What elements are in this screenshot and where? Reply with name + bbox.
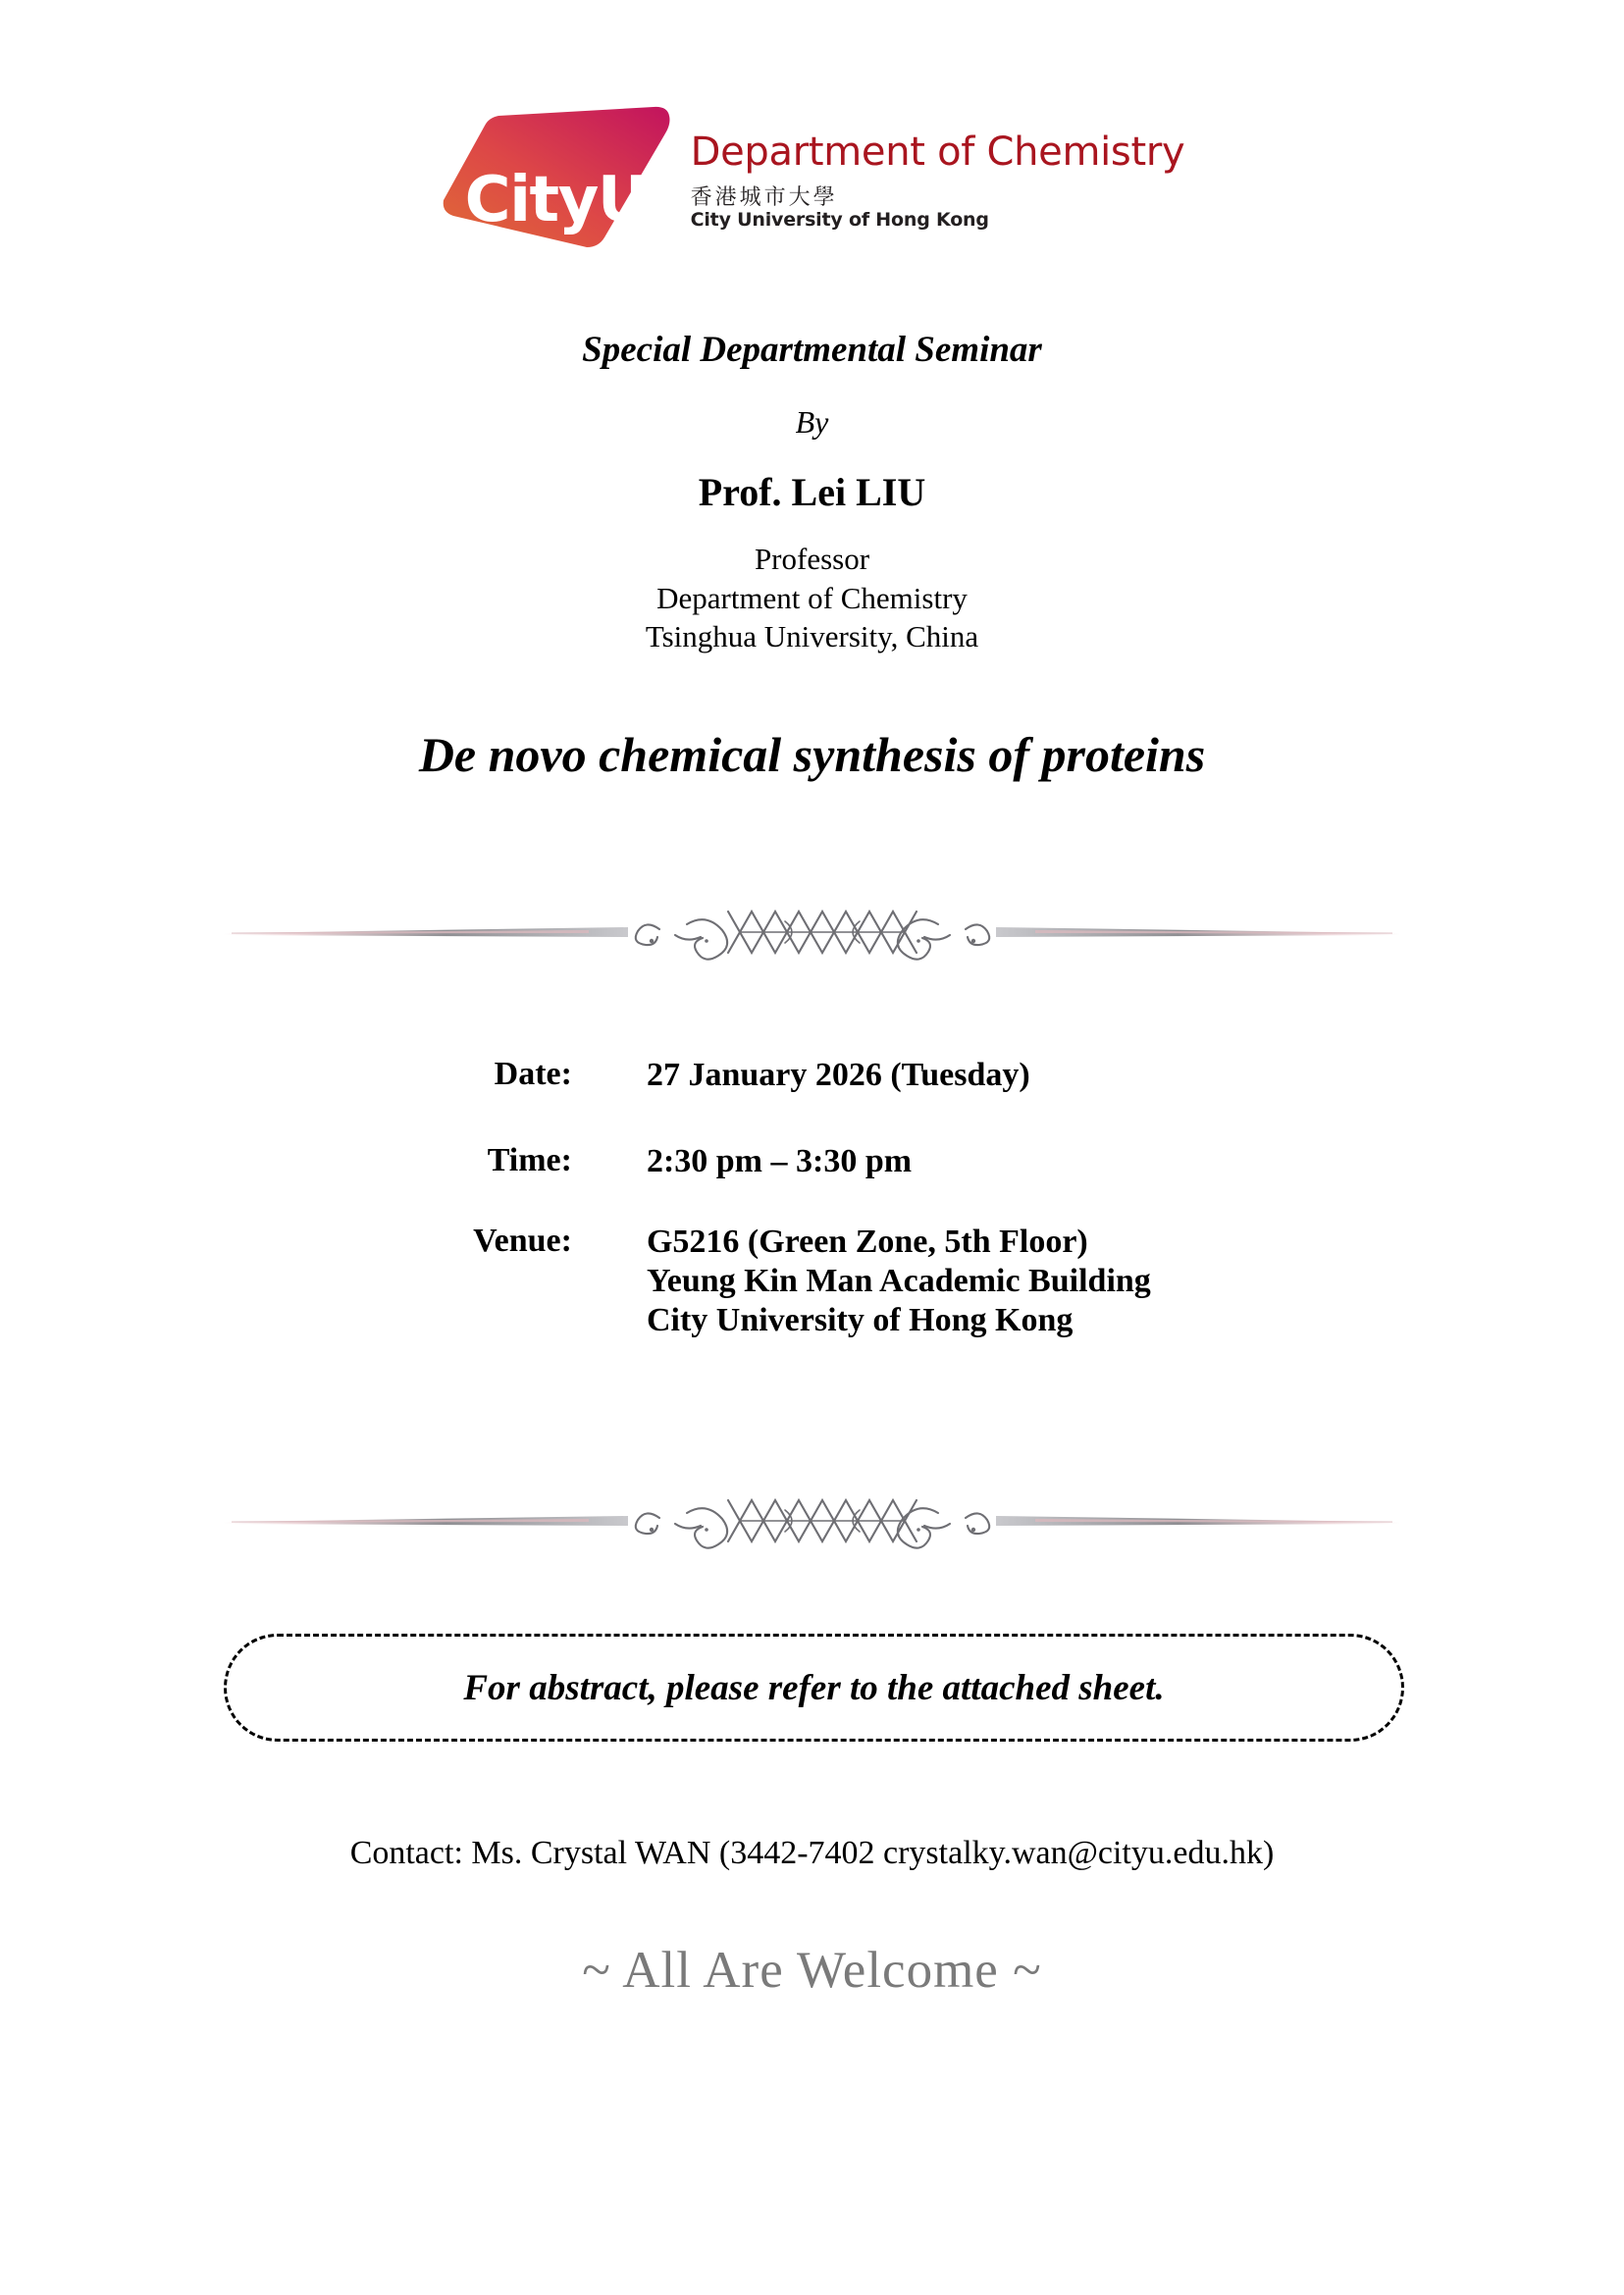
cityu-wordmark: CityU [464, 164, 648, 236]
department-title: Department of Chemistry [690, 130, 1185, 175]
detail-value-date [647, 1056, 1151, 1142]
contact-line: Contact: Ms. Crystal WAN (3442-7402 crystalky.wan@cityu.edu.hk) [349, 1835, 1275, 1871]
flourish-ornament-icon [0, 1487, 1624, 1555]
detail-line: G5216 (Green Zone, 5th Floor) [646, 1224, 1088, 1261]
university-name-english: City University of Hong Kong [690, 209, 989, 232]
detail-label-time: Time: [487, 1142, 572, 1179]
detail-label-venue: Venue: [473, 1223, 572, 1260]
detail-value-time [647, 1142, 1151, 1223]
table-row [473, 1142, 1151, 1223]
event-details [0, 1056, 1624, 1341]
seminar-kicker: Special Departmental Seminar [582, 330, 1042, 370]
university-name-chinese: 香港城市大學 [690, 185, 838, 210]
table-row [473, 1223, 1151, 1340]
ornament-divider-bottom [0, 1487, 1624, 1555]
talk-title: De novo chemical synthesis of proteins [418, 727, 1206, 782]
poster-header [0, 106, 1624, 249]
abstract-note-text: For abstract, please refer to the attached sheet. [463, 1667, 1165, 1708]
detail-value-venue [647, 1223, 1151, 1340]
detail-line: City University of Hong Kong [646, 1302, 1074, 1339]
detail-line: Yeung Kin Man Academic Building [646, 1263, 1151, 1300]
ornament-divider-top [0, 898, 1624, 966]
cityu-logo-icon [440, 106, 685, 249]
logo-text-block [691, 106, 1185, 232]
speaker-affiliation [0, 540, 1624, 656]
detail-label-date: Date: [494, 1056, 572, 1092]
detail-line: 2:30 pm – 3:30 pm [646, 1143, 913, 1180]
welcome-footer: ~ All Are Welcome ~ [582, 1942, 1042, 1999]
affiliation-line: Tsinghua University, China [645, 619, 979, 654]
flourish-ornament-icon [0, 898, 1624, 966]
affiliation-line: Professor [754, 542, 870, 576]
affiliation-line: Department of Chemistry [656, 580, 968, 615]
speaker-name: Prof. Lei LIU [698, 470, 926, 514]
abstract-note-box [224, 1634, 1404, 1742]
detail-line: 27 January 2026 (Tuesday) [646, 1057, 1030, 1093]
seminar-by-label: By [795, 404, 829, 440]
table-row [473, 1056, 1151, 1142]
event-details-table [473, 1056, 1151, 1341]
